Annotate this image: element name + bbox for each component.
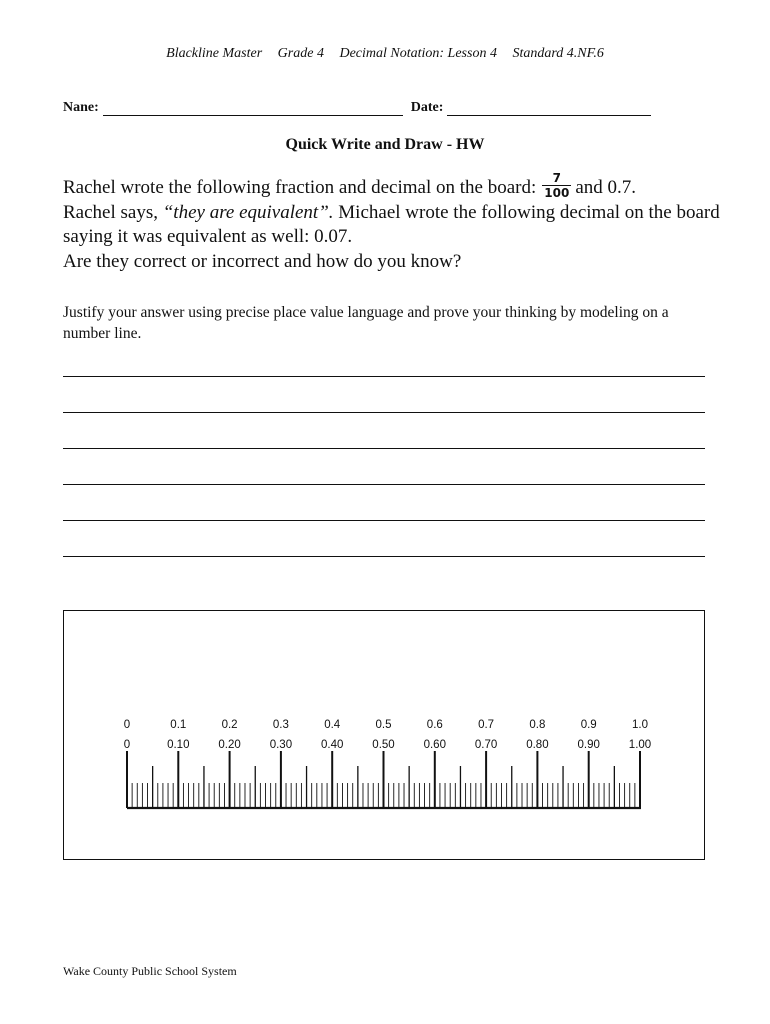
hundredths-label: 0.80: [526, 739, 549, 751]
justify-instructions: Justify your answer using precise place value language and prove your thinking by modeling on a number line.: [63, 304, 669, 342]
name-field[interactable]: [103, 101, 403, 116]
fraction-numerator: 7: [552, 170, 561, 185]
tenths-label: 0.4: [324, 719, 341, 731]
hundredths-label: 1.00: [628, 739, 652, 751]
hundredths-label: 0.70: [474, 739, 498, 751]
tenths-label: 1.0: [632, 719, 648, 731]
fraction-denominator: 100: [544, 185, 570, 200]
answer-line[interactable]: [63, 376, 705, 377]
header-grade: Grade 4: [277, 46, 324, 61]
question-text: [63, 170, 723, 274]
number-line: [64, 611, 704, 859]
hundredths-label: 0.40: [321, 739, 344, 751]
footer-text: Wake County Public School System: [63, 964, 237, 978]
question-line2-rest: Michael wrote the following decimal on the board saying it was equivalent as well: 0.07.: [63, 201, 720, 247]
tenths-label: 0: [123, 719, 131, 731]
worksheet-title: Quick Write and Draw - HW: [285, 136, 485, 153]
tenths-label: 0.1: [170, 719, 187, 731]
answer-line[interactable]: [63, 556, 705, 557]
hundredths-label: 0.50: [372, 739, 395, 751]
answer-line[interactable]: [63, 484, 705, 485]
name-label: Nane:: [63, 100, 99, 115]
answer-line[interactable]: [63, 448, 705, 449]
hundredths-label: 0.60: [423, 739, 446, 751]
question-line3: Are they correct or incorrect and how do you know?: [63, 250, 462, 272]
tenths-label: 0.7: [478, 719, 495, 731]
question-line2-start: Rachel says,: [63, 201, 163, 223]
header-lesson: Decimal Notation: Lesson 4: [339, 46, 497, 61]
question-line1-end: and 0.7.: [575, 177, 637, 198]
rachel-quote: “they are equivalent”.: [162, 201, 334, 223]
date-field[interactable]: [447, 101, 651, 116]
hundredths-label: 0.10: [167, 739, 190, 751]
hundredths-label: 0.20: [218, 739, 241, 751]
tenths-label: 0.3: [272, 719, 289, 731]
hundredths-label: 0.90: [577, 739, 600, 751]
answer-line[interactable]: [63, 520, 705, 521]
tenths-label: 0.8: [529, 719, 546, 731]
page-header: [0, 46, 770, 62]
date-label: Date:: [410, 100, 444, 115]
name-date-row: [63, 100, 651, 116]
hundredths-label: 0.30: [269, 739, 293, 751]
tenths-label: 0.5: [375, 719, 392, 731]
header-standard: Standard 4.NF.6: [512, 46, 604, 61]
hundredths-label: 0: [123, 739, 131, 751]
question-line1: Rachel wrote the following fraction and decimal on the board:: [63, 177, 537, 198]
header-master: Blackline Master: [166, 46, 263, 61]
tenths-label: 0.2: [221, 719, 238, 731]
tenths-label: 0.6: [426, 719, 443, 731]
answer-line[interactable]: [63, 412, 705, 413]
answer-lines: [63, 376, 705, 592]
fraction-seven-hundredths: [542, 172, 571, 200]
tenths-label: 0.9: [580, 719, 597, 731]
number-line-box: [63, 610, 705, 860]
